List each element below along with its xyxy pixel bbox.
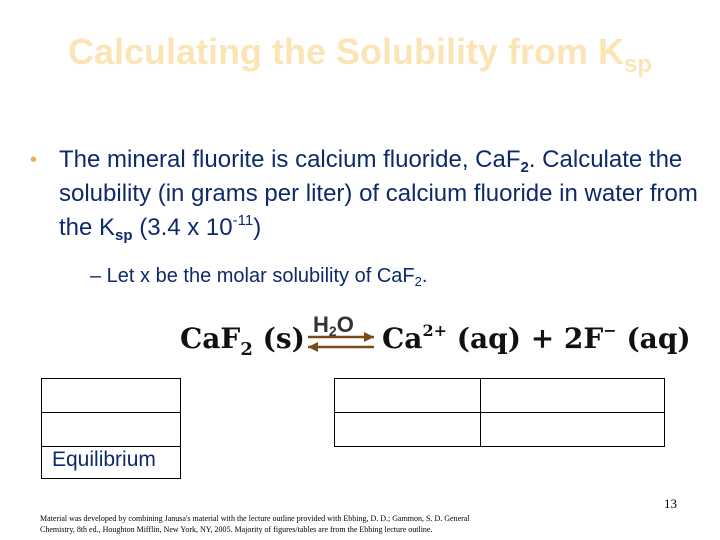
equation-reactant: CaF$_2$ (s) [180,322,305,360]
solvent-label: $H_2O$ [313,312,354,339]
table-cell [480,412,665,447]
table-cell [41,378,181,413]
table-cell [480,378,665,413]
main-bullet: • The mineral fluorite is calcium fluoride, CaF$_2$. Calculate the solubility (in grams per liter) of calcium fluoride in water from the $K_{sp}$ (3.4 x $10^{-11}$) [30,143,700,245]
bullet-dot: • [30,149,38,171]
table-row-label: Equilibrium [52,448,156,471]
page-number: 13 [664,496,677,511]
slide-title: Calculating the Solubility from $K_{sp}$ [67,31,653,78]
sub-bullet: – Let x be the molar solubility of CaF$_2$. [90,265,428,289]
equilibrium-arrows-icon [304,330,378,354]
footer-credit: Material was developed by combining Janusa's material with the lecture outline provided with Ebbing, D. D.; Gammon, S. D. General Chemistry, 8th ed., Houghton Mifflin, New York, NY, 2005. Majority of figures/tables are from the Ebbing lecture outline. [40,514,470,534]
table-cell [334,378,481,413]
equation-products: $Ca^{2+}$ (aq) + 2F− (aq) [382,321,691,355]
table-cell [41,412,181,447]
table-cell [334,412,481,447]
